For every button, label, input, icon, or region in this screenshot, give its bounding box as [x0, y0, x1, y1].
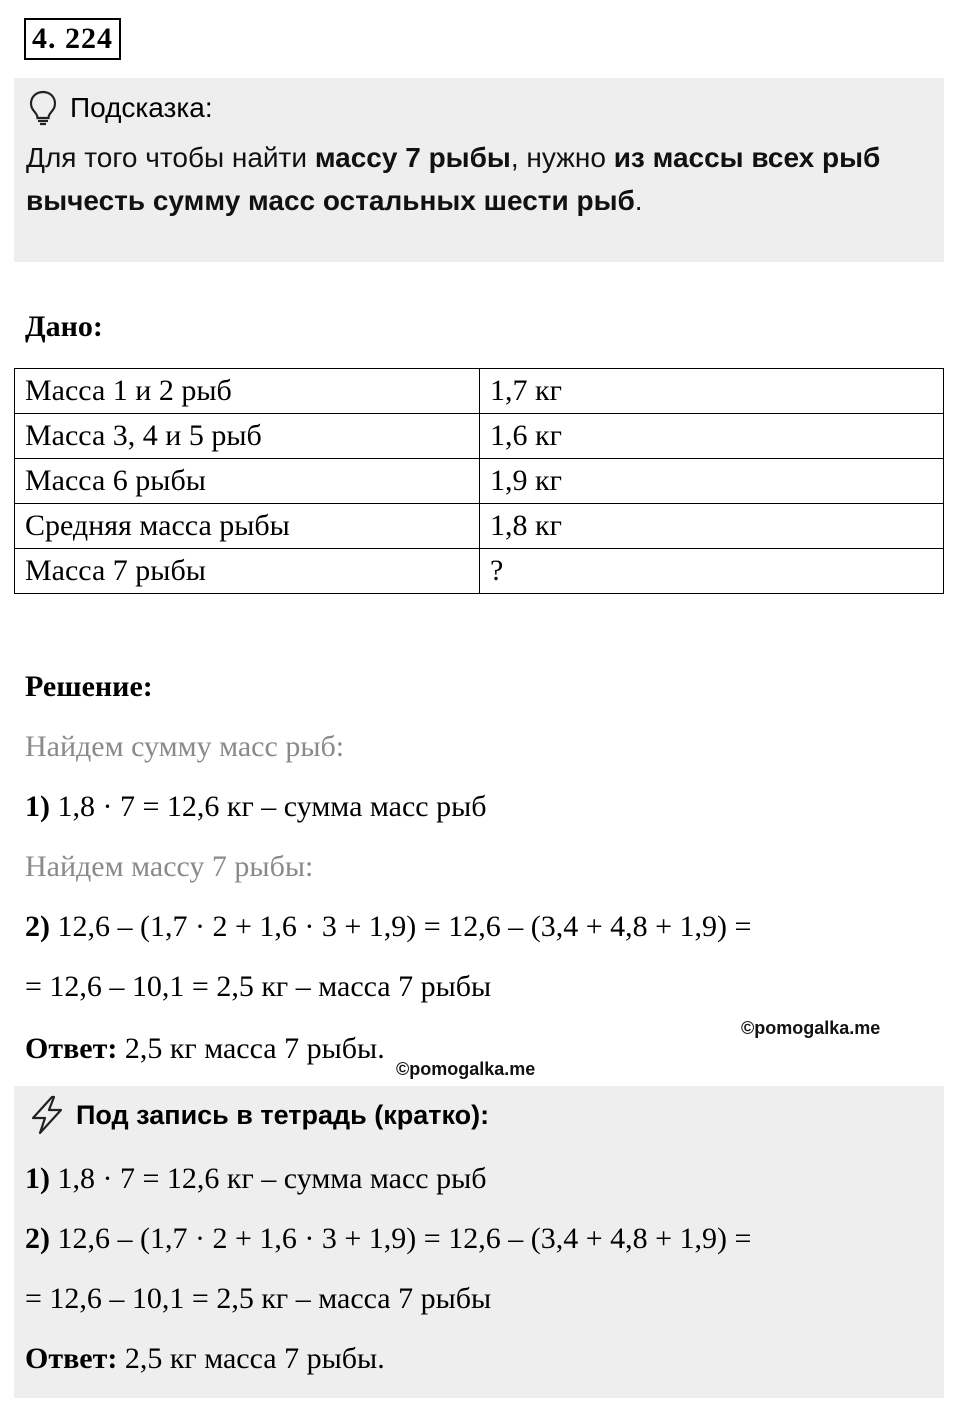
hint-text-part: , нужно: [510, 142, 614, 173]
table-cell-value: 1,7 кг: [480, 369, 944, 414]
step2-line: [25, 910, 751, 944]
table-cell-value: ?: [480, 549, 944, 594]
lightning-icon: [28, 1095, 66, 1135]
hint-text-part: .: [634, 185, 643, 216]
answer-text: 2,5 кг масса 7 рыбы.: [117, 1342, 385, 1375]
notes-answer-line: [25, 1342, 385, 1376]
step1-line: [25, 790, 487, 824]
table-row: [15, 549, 944, 594]
table-cell-value: 1,9 кг: [480, 459, 944, 504]
hint-text-bold: массу 7 рыбы: [314, 142, 511, 173]
notes-step1-line: [25, 1162, 487, 1196]
step-number: 1): [25, 790, 50, 823]
table-cell-value: 1,8 кг: [480, 504, 944, 549]
hint-text-part: Для того чтобы найти: [26, 142, 315, 173]
table-cell-label: Средняя масса рыбы: [15, 504, 480, 549]
step-number: 2): [25, 910, 50, 943]
table-cell-label: Масса 6 рыбы: [15, 459, 480, 504]
given-heading: Дано:: [25, 310, 103, 343]
watermark: ©pomogalka.me: [396, 1059, 536, 1079]
hint-text: [26, 136, 926, 222]
step2-intro: Найдем массу 7 рыбы:: [25, 850, 314, 883]
notes-step2-line: [25, 1222, 751, 1256]
notes-step2-continuation: = 12,6 – 10,1 = 2,5 кг – масса 7 рыбы: [25, 1282, 492, 1315]
step-text: 12,6 – (1,7 · 2 + 1,6 · 3 + 1,9) = 12,6 – (3,4 + 4,8 + 1,9) =: [50, 910, 752, 943]
table-row: [15, 414, 944, 459]
hint-text-bold: из массы всех рыб вычесть сумму масс остальных шести рыб: [26, 142, 881, 216]
step1-intro: Найдем сумму масс рыб:: [25, 730, 345, 763]
table-row: [15, 459, 944, 504]
answer-label: Ответ:: [25, 1032, 118, 1065]
hint-title: [28, 88, 213, 128]
table-row: [15, 369, 944, 414]
table-cell-value: 1,6 кг: [480, 414, 944, 459]
answer-text: 2,5 кг масса 7 рыбы.: [117, 1032, 385, 1065]
step-number: 2): [25, 1222, 50, 1255]
table-row: [15, 504, 944, 549]
lightbulb-icon: [28, 90, 58, 126]
table-cell-label: Масса 7 рыбы: [15, 549, 480, 594]
hint-title-text: Подсказка:: [70, 92, 213, 123]
given-table: [14, 368, 944, 594]
table-cell-label: Масса 3, 4 и 5 рыб: [15, 414, 480, 459]
step-number: 1): [25, 1162, 50, 1195]
step-text: 1,8 · 7 = 12,6 кг – сумма масс рыб: [50, 1162, 487, 1195]
step-text: 12,6 – (1,7 · 2 + 1,6 · 3 + 1,9) = 12,6 – (3,4 + 4,8 + 1,9) =: [50, 1222, 752, 1255]
table-cell-label: Масса 1 и 2 рыб: [15, 369, 480, 414]
answer-label: Ответ:: [25, 1342, 118, 1375]
step-text: 1,8 · 7 = 12,6 кг – сумма масс рыб: [50, 790, 487, 823]
problem-number: 4. 224: [24, 18, 121, 60]
notes-title-text: Под запись в тетрадь (кратко):: [76, 1099, 490, 1130]
solution-heading: Решение:: [25, 670, 153, 703]
answer-line: [25, 1032, 385, 1066]
notes-title: [28, 1094, 489, 1136]
step2-continuation: = 12,6 – 10,1 = 2,5 кг – масса 7 рыбы: [25, 970, 492, 1003]
watermark: ©pomogalka.me: [741, 1018, 881, 1038]
